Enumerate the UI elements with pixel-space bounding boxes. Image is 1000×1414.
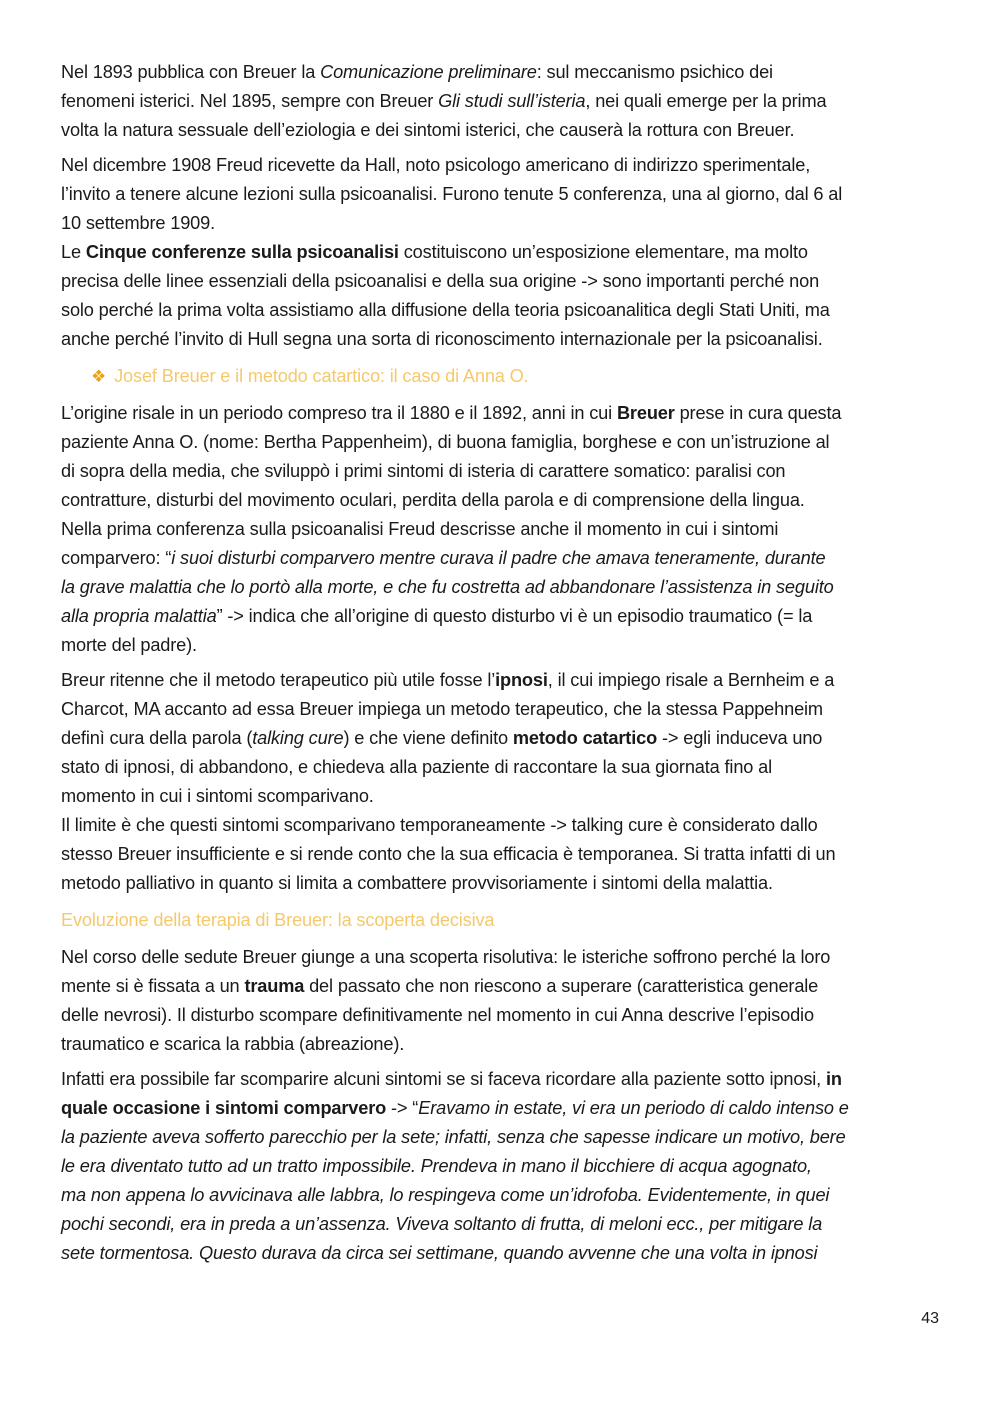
text-line: Nella prima conferenza sulla psicoanalisi Freud descrisse anche il momento in cui i sintomi [61, 519, 779, 539]
paragraph-6 [61, 943, 941, 1059]
bold-term: metodo catartico [512, 728, 658, 748]
paragraph-4 [61, 399, 941, 660]
diamond-bullet-icon: ❖ [91, 367, 107, 386]
text-line: l’invito a tenere alcune lezioni sulla psicoanalisi. Furono tenute 5 conferenza, una al giorno, dal 6 al [61, 184, 843, 204]
text-run: mente si è fissata a un [61, 976, 245, 996]
paragraph-1 [61, 58, 941, 145]
text-run: Nel 1893 pubblica con Breuer la [61, 62, 321, 82]
text-run: prese in cura questa [674, 403, 842, 423]
italic-quote: alla propria malattia [61, 606, 217, 626]
italic-quote: Eravamo in estate, vi era un periodo di caldo intenso e [418, 1098, 849, 1118]
text-run: Le [61, 242, 86, 262]
text-line [61, 666, 941, 695]
italic-term: talking cure [252, 728, 344, 748]
text-line: stato di ipnosi, di abbandono, e chiedeva alla paziente di raccontare la sua giornata fino al [61, 757, 773, 777]
text-line [61, 1094, 941, 1123]
text-line [61, 972, 941, 1001]
text-line: precisa delle linee essenziali della psicoanalisi e della sua origine -> sono importanti perché non [61, 271, 820, 291]
paragraph-7 [61, 1065, 941, 1268]
italic-title: Gli studi sull’isteria [438, 91, 586, 111]
text-run: ” -> indica che all’origine di questo disturbo vi è un episodio traumatico (= la [216, 606, 813, 626]
italic-quote: i suoi disturbi comparvero mentre curava il padre che amava teneramente, durante [171, 548, 826, 568]
text-line: volta la natura sessuale dell’eziologia e dei sintomi isterici, che causerà la rottura con Breuer. [61, 120, 795, 140]
heading-text: Josef Breuer e il metodo catartico: il caso di Anna O. [114, 366, 529, 386]
bold-term: in [825, 1069, 842, 1089]
text-line: delle nevrosi). Il disturbo scompare definitivamente nel momento in cui Anna descrive l’episodio [61, 1005, 814, 1025]
text-line: momento in cui i sintomi scomparivano. [61, 786, 374, 806]
text-run: : sul meccanismo psichico dei [536, 62, 773, 82]
bold-term: Cinque conferenze sulla psicoanalisi [85, 242, 399, 262]
text-run: , il cui impiego risale a Bernheim e a [547, 670, 835, 690]
italic-quote: le era diventato tutto ad un tratto impossibile. Prendeva in mano il bicchiere di acqua agognato, [61, 1156, 812, 1176]
text-run: comparvero: “ [61, 548, 172, 568]
text-run: Infatti era possibile far scomparire alcuni sintomi se si faceva ricordare alla paziente sotto ipnosi, [61, 1069, 826, 1089]
text-run: -> egli induceva uno [657, 728, 823, 748]
text-line [61, 1239, 941, 1268]
text-line [61, 1210, 941, 1239]
text-run: costituiscono un’esposizione elementare, ma molto [398, 242, 808, 262]
text-line [61, 602, 941, 631]
text-line [61, 87, 941, 116]
text-line: morte del padre). [61, 635, 197, 655]
text-line: anche perché l’invito di Hull segna una sorta di riconoscimento internazionale per la psicoanalisi. [61, 329, 823, 349]
text-run: ) e che viene definito [343, 728, 513, 748]
section-heading [91, 362, 941, 391]
text-line: Charcot, MA accanto ad essa Breuer impiega un metodo terapeutico, che la stessa Pappehneim [61, 699, 823, 719]
text-line: traumatico e scarica la rabbia (abreazione). [61, 1034, 405, 1054]
italic-title: Comunicazione preliminare [320, 62, 537, 82]
text-line [61, 544, 941, 573]
document-page [61, 58, 941, 1274]
text-line: solo perché la prima volta assistiamo alla diffusione della teoria psicoanalitica degli Stati Uniti, ma [61, 300, 830, 320]
text-line [61, 399, 941, 428]
text-run: definì cura della parola ( [61, 728, 253, 748]
text-line: di sopra della media, che sviluppò i primi sintomi di isteria di carattere somatico: paralisi con [61, 461, 786, 481]
text-line: Nel corso delle sedute Breuer giunge a una scoperta risolutiva: le isteriche soffrono perché la loro [61, 947, 831, 967]
paragraph-5 [61, 666, 941, 898]
bold-term: trauma [244, 976, 305, 996]
text-run: del passato che non riescono a superare (caratteristica generale [304, 976, 819, 996]
text-line [61, 1065, 941, 1094]
text-line: Nel dicembre 1908 Freud ricevette da Hall, noto psicologo americano di indirizzo sperimentale, [61, 155, 811, 175]
text-run: fenomeni isterici. Nel 1895, sempre con Breuer [61, 91, 439, 111]
text-run: Breur ritenne che il metodo terapeutico più utile fosse l’ [61, 670, 496, 690]
bold-term: quale occasione i sintomi comparvero [61, 1098, 387, 1118]
page-number: 43 [921, 1310, 939, 1327]
text-line [61, 58, 941, 87]
italic-quote: pochi secondi, era in preda a un’assenza. Viveva soltanto di frutta, di meloni ecc., per mitigare la [61, 1214, 823, 1234]
italic-quote: sete tormentosa. Questo durava da circa sei settimane, quando avvenne che una volta in ipnosi [61, 1243, 818, 1263]
italic-quote: la paziente aveva sofferto parecchio per la sete; infatti, senza che sapesse indicare un motivo, bere [61, 1127, 846, 1147]
italic-quote: la grave malattia che lo portò alla morte, e che fu costretta ad abbandonare l’assistenza in seguito [61, 577, 834, 597]
text-line: paziente Anna O. (nome: Bertha Pappenheim), di buona famiglia, borghese e con un’istruzione al [61, 432, 830, 452]
text-line [61, 573, 941, 602]
bold-term: ipnosi [495, 670, 548, 690]
text-line: contratture, disturbi del movimento oculari, perdita della parola e di comprensione della lingua. [61, 490, 805, 510]
paragraph-2 [61, 151, 941, 238]
paragraph-3 [61, 238, 941, 354]
text-line [61, 724, 941, 753]
text-run: L’origine risale in un periodo compreso tra il 1880 e il 1892, anni in cui [61, 403, 617, 423]
bold-term: Breuer [616, 403, 675, 423]
text-run: -> “ [386, 1098, 419, 1118]
text-line [61, 1152, 941, 1181]
text-line [61, 1181, 941, 1210]
text-line: Il limite è che questi sintomi scomparivano temporaneamente -> talking cure è considerato dallo [61, 815, 818, 835]
italic-quote: ma non appena lo avvicinava alle labbra, lo respingeva come un’idrofoba. Evidentemente, in quei [61, 1185, 830, 1205]
text-line: metodo palliativo in quanto si limita a combattere provvisoriamente i sintomi della malattia. [61, 873, 773, 893]
subsection-heading: Evoluzione della terapia di Breuer: la scoperta decisiva [61, 910, 495, 930]
text-line [61, 1123, 941, 1152]
text-line: 10 settembre 1909. [61, 213, 216, 233]
text-line: stesso Breuer insufficiente e si rende conto che la sua efficacia è temporanea. Si tratta infatti di un [61, 844, 836, 864]
text-line [61, 238, 941, 267]
text-run: , nei quali emerge per la prima [585, 91, 827, 111]
